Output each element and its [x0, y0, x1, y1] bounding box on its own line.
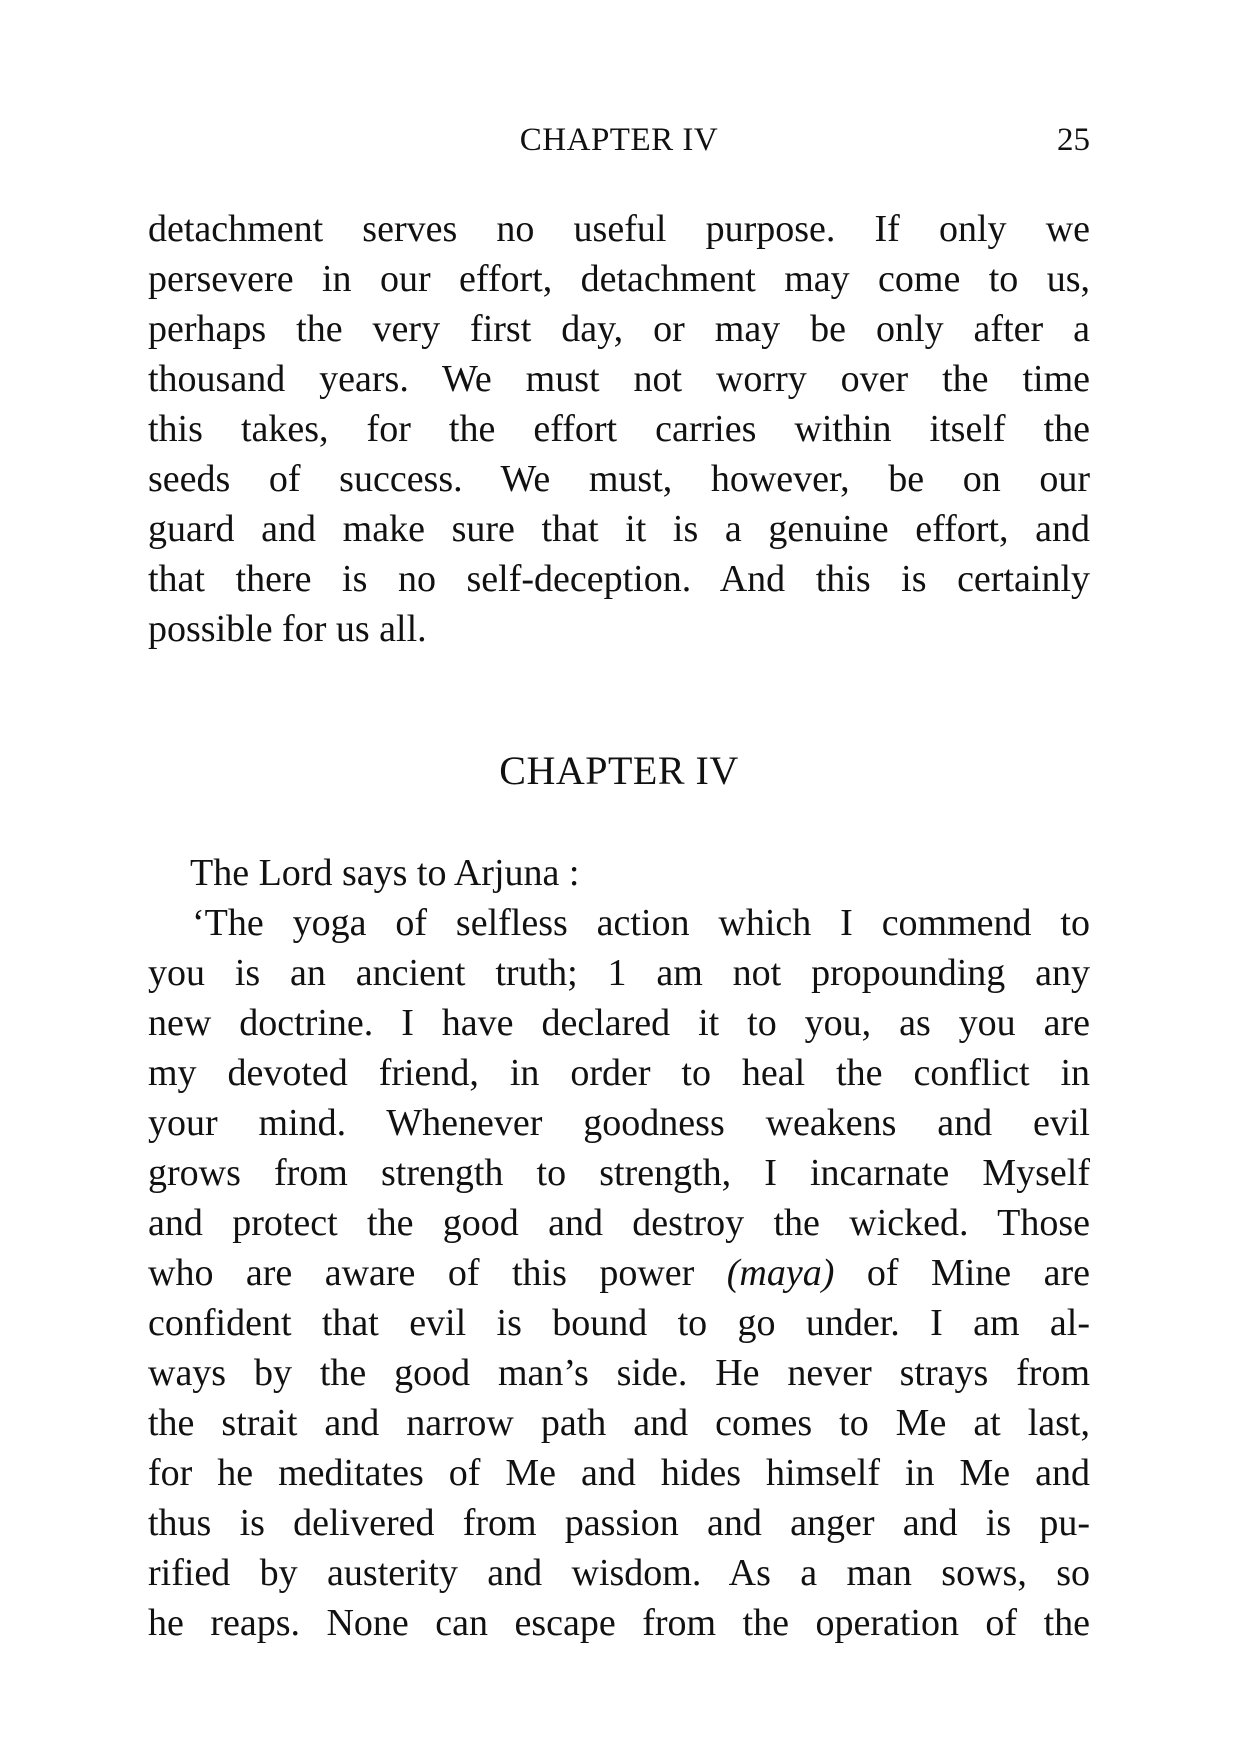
text-line: your mind. Whenever goodness weakens and evil: [148, 1102, 1090, 1144]
chapter-heading: CHAPTER IV: [499, 748, 739, 793]
chapter-paragraph: [148, 898, 1090, 1648]
text-line: possible for us all.: [148, 608, 427, 650]
text-line: confident that evil is bound to go under. I am al-: [148, 1302, 1090, 1344]
text-line: and protect the good and destroy the wicked. Those: [148, 1202, 1090, 1244]
text-line: new doctrine. I have declared it to you, as you are: [148, 1002, 1090, 1044]
maya-term: (maya): [726, 1252, 835, 1294]
text-line: my devoted friend, in order to heal the conflict in: [148, 1052, 1090, 1094]
text-line: guard and make sure that it is a genuine effort, and: [148, 508, 1090, 550]
text-line: thousand years. We must not worry over the time: [148, 358, 1090, 400]
text-line: grows from strength to strength, I incarnate Myself: [148, 1152, 1090, 1194]
maya-line-after: of Mine are: [834, 1252, 1090, 1294]
text-line-maya: [148, 1248, 1090, 1298]
text-line: for he meditates of Me and hides himself in Me and: [148, 1452, 1090, 1494]
speaker-line: The Lord says to Arjuna :: [190, 852, 580, 894]
text-line: persevere in our effort, detachment may come to us,: [148, 258, 1090, 300]
text-line: ways by the good man’s side. He never strays from: [148, 1352, 1090, 1394]
text-line: rified by austerity and wisdom. As a man sows, so: [148, 1552, 1090, 1594]
text-line: seeds of success. We must, however, be on our: [148, 458, 1090, 500]
text-line: this takes, for the effort carries within itself the: [148, 408, 1090, 450]
text-line: detachment serves no useful purpose. If only we: [148, 208, 1090, 250]
text-line: you is an ancient truth; 1 am not propounding any: [148, 952, 1090, 994]
text-line: perhaps the very first day, or may be only after a: [148, 308, 1090, 350]
maya-line-before: who are aware of this power: [148, 1252, 727, 1294]
text-line: he reaps. None can escape from the operation of the: [148, 1602, 1090, 1644]
text-line: ‘The yoga of selfless action which I commend to: [192, 902, 1090, 944]
continued-paragraph: [148, 204, 1090, 654]
running-head: [148, 118, 1090, 162]
text-line: that there is no self-deception. And this is certainly: [148, 558, 1090, 600]
page-number: 25: [1057, 122, 1090, 158]
text-line: thus is delivered from passion and anger and is pu-: [148, 1502, 1090, 1544]
text-line: the strait and narrow path and comes to Me at last,: [148, 1402, 1090, 1444]
running-head-title: CHAPTER IV: [519, 122, 719, 158]
